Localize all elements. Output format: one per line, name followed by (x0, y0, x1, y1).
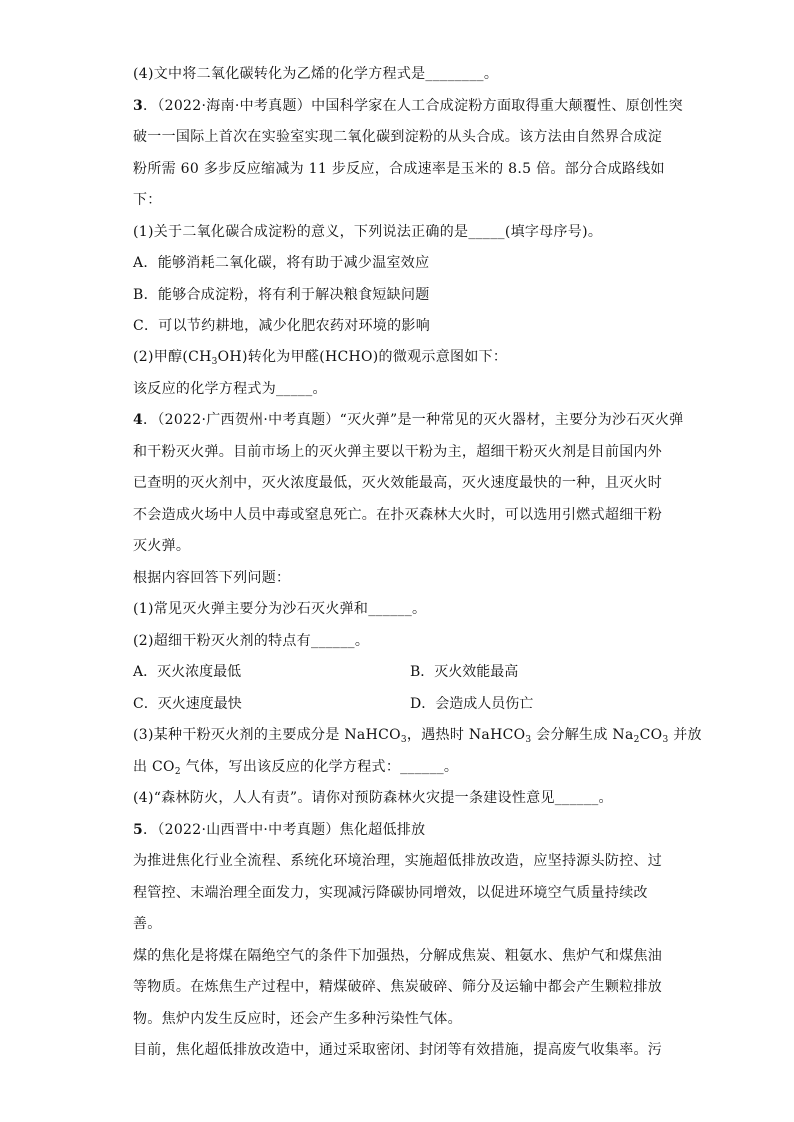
q3-heading-line (133, 96, 683, 116)
q3-part1: (1)关于二氧化碳合成淀粉的意义，下列说法正确的是_____(填字母序号)。 (133, 224, 603, 240)
q4-p3-text-g: 气体，写出该反应的化学方程式：______。 (180, 759, 459, 775)
q4-p3-text-a: (3)某种干粉灭火剂的主要成分是 NaHCO (133, 727, 401, 743)
q3-option-b: B．能够合成淀粉，将有利于解决粮食短缺问题 (133, 287, 430, 303)
q5-line7: 物。焦炉内发生反应时，还会产生多种污染性气体。 (133, 1011, 462, 1027)
q4-p3-sub-b: 3 (525, 735, 532, 745)
q4-p3-sub-c: 2 (633, 735, 640, 745)
q4-line5: 灭火弹。 (133, 538, 191, 554)
q4-number: 4 (133, 412, 144, 428)
q4-option-b: B．灭火效能最高 (410, 664, 519, 680)
q4-p3-sub-a: 3 (400, 735, 407, 745)
q4-heading-line (133, 410, 684, 430)
q4-p3-sub-f: 2 (174, 767, 181, 777)
q3-option-a: A．能够消耗二氧化碳，将有助于减少温室效应 (133, 255, 430, 271)
q4-part4: (4)“森林防火，人人有责”。请你对预防森林火灾提一条建设性意见______。 (133, 790, 613, 806)
q4-p3-text-b: ，遇热时 NaHCO (406, 727, 526, 743)
q5-line2: 为推进焦化行业全流程、系统化环境治理，实施超低排放改造，应坚持源头防控、过 (133, 853, 663, 869)
q4-line2: 和干粉灭火弹。目前市场上的灭火弹主要以干粉为主，超细干粉灭火剂是目前国内外 (133, 444, 663, 460)
q5-line3: 程管控、末端治理全面发力，实现减污降碳协同增效，以促进环境空气质量持续改 (133, 885, 648, 901)
q4-line3: 已查明的灭火剂中，灭火浓度最低，灭火效能最高，灭火速度最快的一种，且灭火时 (133, 475, 663, 491)
q4-p3-text-e: 并放 (668, 727, 702, 743)
q3-part2-sub: 3 (211, 357, 218, 367)
q4-p3-text-f: 出 CO (133, 759, 175, 775)
q4-option-c: C．灭火速度最快 (133, 696, 242, 712)
q4-part3-line1 (133, 725, 702, 745)
q5-number: 5 (133, 822, 144, 838)
q4-option-d: D．会造成人员伤亡 (410, 696, 534, 712)
q5-line4: 善。 (133, 916, 162, 932)
q3-line3: 粉所需 60 多步反应缩减为 11 步反应，合成速率是玉米的 8.5 倍。部分合成路线如 (133, 161, 665, 177)
q4-intro: 根据内容回答下列问题： (133, 570, 291, 586)
q2-part4-line: (4)文中将二氧化碳转化为乙烯的化学方程式是________。 (133, 66, 499, 82)
q4-p3-sub-d: 3 (662, 735, 669, 745)
q3-part2-text-b: OH)转化为甲醛(HCHO)的微观示意图如下： (217, 349, 508, 365)
q5-line8: 目前，焦化超低排放改造中，通过采取密闭、封闭等有效措施，提高废气收集率。污 (133, 1042, 663, 1058)
q4-p3-text-c: 会分解生成 Na (531, 727, 634, 743)
q3-part2-text-a: (2)甲醇(CH (133, 349, 212, 365)
q4-line4: 不会造成火场中人员中毒或窒息死亡。在扑灭森林大火时，可以选用引燃式超细干粉 (133, 507, 663, 523)
q4-p3-text-d: CO (639, 727, 663, 743)
q3-number: 3 (133, 98, 144, 114)
q4-option-a: A．灭火浓度最低 (133, 664, 242, 680)
q5-line1: ．（2022·山西晋中·中考真题）焦化超低排放 (143, 822, 426, 838)
q4-line1: ．（2022·广西贺州·中考真题）“灭火弹”是一种常见的灭火器材，主要分为沙石灭火弹 (143, 412, 684, 428)
q3-line1: ．（2022·海南·中考真题）中国科学家在人工合成淀粉方面取得重大颠覆性、原创性突 (143, 98, 683, 114)
q4-part3-line2 (133, 757, 663, 777)
q4-part2: (2)超细干粉灭火剂的特点有______。 (133, 633, 370, 649)
q3-part2 (133, 347, 663, 367)
q3-option-c: C．可以节约耕地，减少化肥农药对环境的影响 (133, 318, 431, 334)
q5-line6: 等物质。在炼焦生产过程中，精煤破碎、焦炭破碎、筛分及运输中都会产生颗粒排放 (133, 979, 663, 995)
q5-line5: 煤的焦化是将煤在隔绝空气的条件下加强热，分解成焦炭、粗氨水、焦炉气和煤焦油 (133, 948, 663, 964)
q3-line2: 破一一国际上首次在实验室实现二氧化碳到淀粉的从头合成。该方法由自然界合成淀 (133, 129, 663, 145)
q4-part1: (1)常见灭火弹主要分为沙石灭火弹和______。 (133, 601, 427, 617)
q5-heading-line (133, 820, 663, 840)
q3-part2-equation: 该反应的化学方程式为_____。 (133, 381, 327, 397)
q3-line4: 下： (133, 192, 162, 208)
